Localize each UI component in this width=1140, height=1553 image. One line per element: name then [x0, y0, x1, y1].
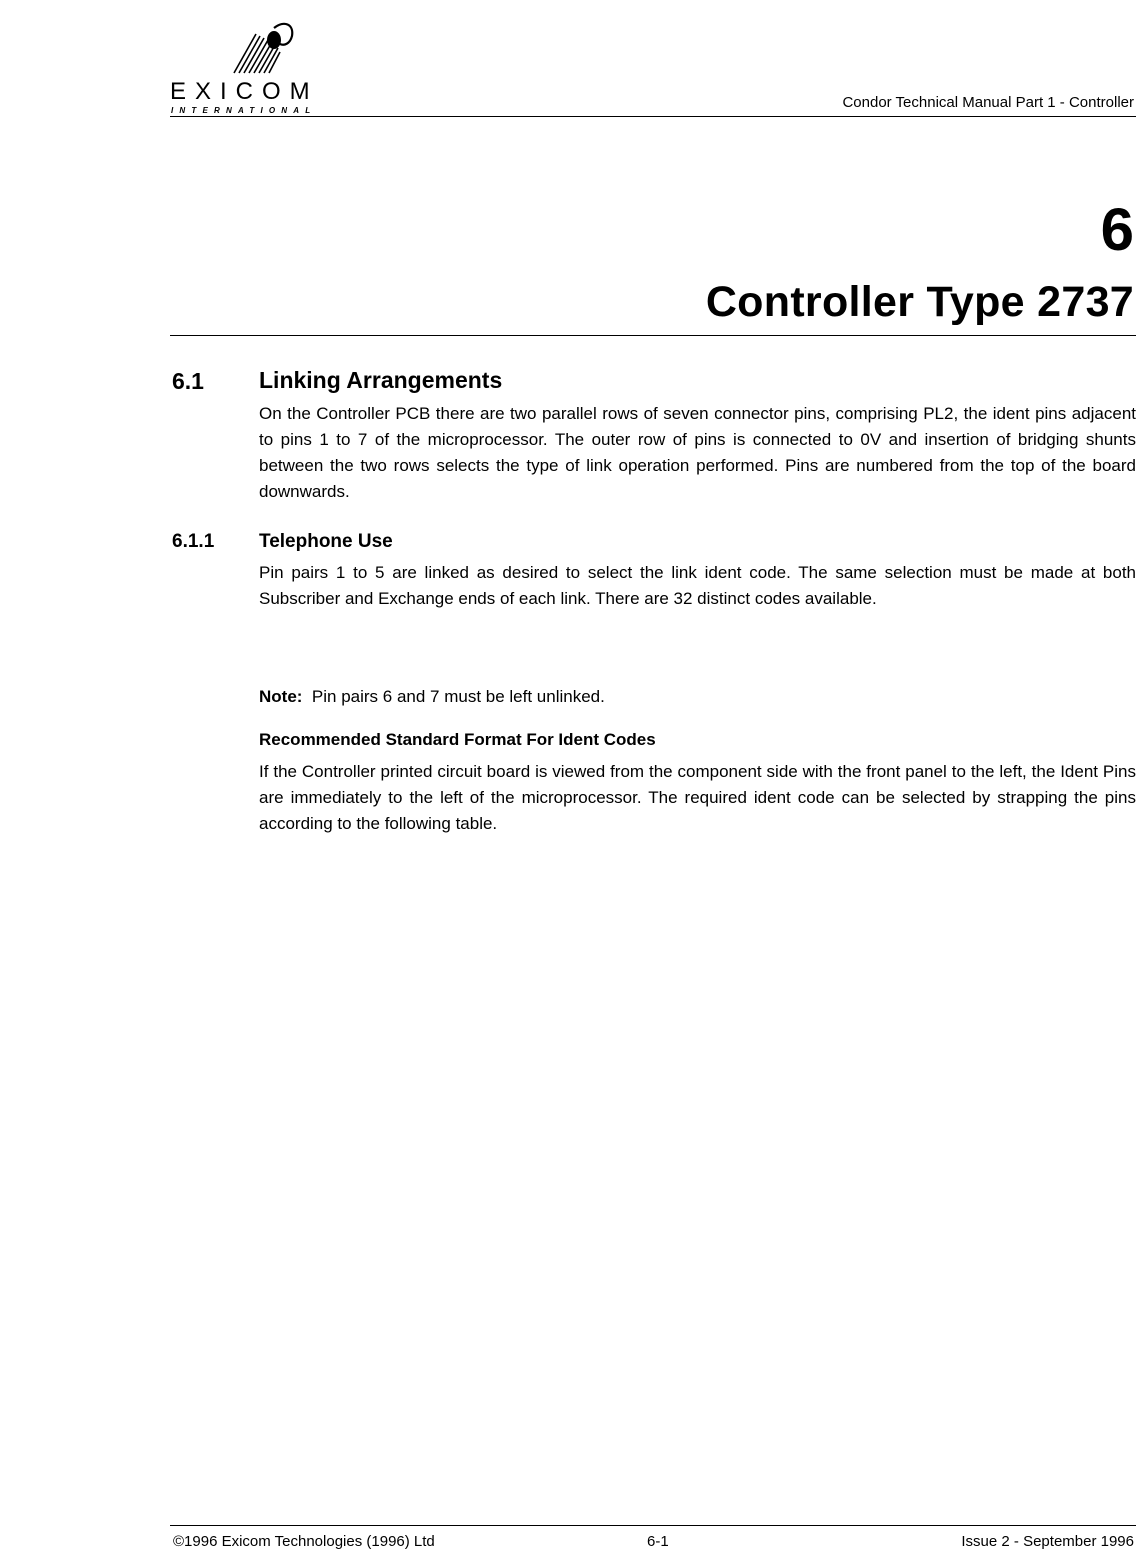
exicom-logo-icon — [222, 18, 302, 78]
note-text: Pin pairs 6 and 7 must be left unlinked. — [311, 687, 605, 706]
footer-copyright: ©1996 Exicom Technologies (1996) Ltd — [173, 1533, 435, 1550]
section-number: 6.1 — [172, 368, 204, 394]
running-header: Condor Technical Manual Part 1 - Controller — [842, 94, 1134, 111]
section-body: On the Controller PCB there are two parallel rows of seven connector pins, comprising PL2, the ident pins adjacent to pins 1 to 7 of the microprocessor. The outer row of pins is connected to 0V and insertion of bridging shunts between the two rows selects the type of link operation performed. Pins are numbered from the top of the board downwards. — [259, 404, 1136, 501]
subsection-title: Telephone Use — [259, 531, 393, 552]
subsection-body: Pin pairs 1 to 5 are linked as desired to select the link ident code. The same selection must be made at both Subscriber and Exchange ends of each link. There are 32 distinct codes available. — [259, 563, 1136, 608]
chapter-rule — [170, 335, 1136, 336]
page-number: 6-1 — [647, 1533, 669, 1550]
note — [259, 684, 1136, 710]
exicom-logo — [170, 18, 340, 118]
footer-rule — [170, 1525, 1136, 1526]
subsection-body-2: If the Controller printed circuit board is viewed from the component side with the front panel to the left, the Ident Pins are immediately to the left of the microprocessor. The required ident code can be selected by strapping the pins according to the following table. — [259, 762, 1136, 833]
logo-wordmark: EXICOM — [170, 78, 319, 105]
logo-subtitle: INTERNATIONAL — [171, 106, 317, 115]
footer-issue: Issue 2 - September 1996 — [961, 1533, 1134, 1550]
chapter-number: 6 — [1100, 196, 1134, 263]
chapter-title: Controller Type 2737 — [705, 278, 1134, 326]
subheading: Recommended Standard Format For Ident Codes — [259, 730, 656, 749]
note-label: Note: — [259, 687, 303, 706]
section-title: Linking Arrangements — [259, 367, 503, 393]
subsection-number: 6.1.1 — [172, 531, 215, 552]
header-rule — [170, 116, 1136, 117]
